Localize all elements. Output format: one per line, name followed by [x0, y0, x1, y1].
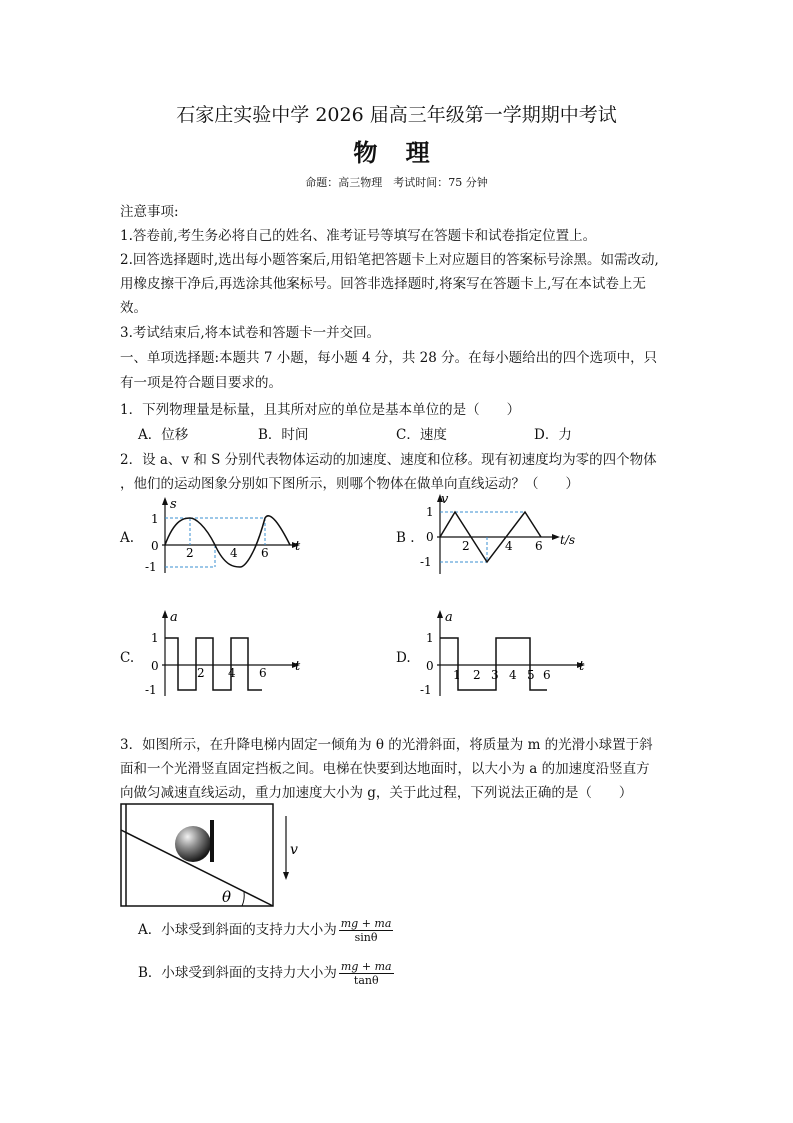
- question-1-option-b: B．时间: [258, 427, 309, 443]
- question-3-stem-line-2: 面和一个光滑竖直固定挡板之间。电梯在快要到达地面时，以大小为 a 的加速度沿竖直方: [120, 761, 650, 777]
- notice-item-2-line-3: 效。: [120, 300, 147, 316]
- option-a-text: A．小球受到斜面的支持力大小为: [138, 922, 337, 938]
- section-1-heading-line-2: 有一项是符合题目要求的。: [120, 375, 282, 391]
- option-a-fraction: [339, 917, 394, 944]
- graph-c-tick: 4: [228, 666, 236, 680]
- question-2-stem-line-2: ，他们的运动图象分别如下图所示，则哪个物体在做单向直线运动？（ ）: [120, 476, 579, 492]
- graph-a-label: A.: [120, 530, 135, 546]
- graph-a-tick: 6: [261, 546, 269, 560]
- graph-b-triangle: [415, 492, 595, 577]
- velocity-label: v: [290, 842, 298, 858]
- question-1-option-c: C．速度: [396, 427, 447, 443]
- graph-d-square-wave: [415, 608, 595, 700]
- option-a-numerator: mg + ma: [340, 917, 392, 930]
- graph-d-tick: 3: [491, 668, 499, 682]
- graph-c-tick: 1: [151, 631, 159, 645]
- elevator-incline-figure: [118, 802, 308, 910]
- graph-c-tick: -1: [145, 683, 157, 697]
- angle-label: θ: [222, 888, 232, 906]
- question-3-stem-line-1: 3．如图所示，在升降电梯内固定一倾角为 θ 的光滑斜面，将质量为 m 的光滑小球置于斜: [120, 737, 653, 753]
- graph-a-tick: 1: [151, 512, 159, 526]
- graph-d-label: D.: [396, 650, 411, 666]
- graph-d-tick: -1: [420, 683, 432, 697]
- question-2-stem-line-1: 2．设 a、v 和 S 分别代表物体运动的加速度、速度和位移。现有初速度均为零的四个物体: [120, 452, 657, 468]
- graph-a-tick: 4: [230, 546, 238, 560]
- question-1-stem: 1．下列物理量是标量，且其所对应的单位是基本单位的是（ ）: [120, 402, 521, 418]
- question-3-option-a: [138, 917, 393, 944]
- option-b-fraction: [339, 960, 394, 987]
- graph-c-x-label: t: [295, 659, 301, 674]
- graph-a-sine: [140, 495, 310, 577]
- graph-c-tick: 0: [151, 659, 159, 673]
- option-b-denominator: tanθ: [353, 974, 379, 987]
- graph-b-tick: 2: [462, 539, 470, 553]
- graph-d-tick: 5: [527, 668, 535, 682]
- graph-c-label: C.: [120, 650, 135, 666]
- graph-b-y-label: v: [441, 492, 449, 507]
- graph-d-tick: 0: [426, 659, 434, 673]
- question-3-stem-line-3: 向做匀减速直线运动，重力加速度大小为 g，关于此过程，下列说法正确的是（ ）: [120, 785, 633, 801]
- graph-b-tick: 0: [426, 530, 434, 544]
- option-b-text: B．小球受到斜面的支持力大小为: [138, 965, 337, 981]
- graph-b-x-label: t/s: [560, 533, 576, 547]
- vertical-board: [210, 820, 214, 862]
- notice-item-3: 3.考试结束后,将本试卷和答题卡一并交回。: [120, 325, 381, 341]
- graph-c-square-wave: [140, 608, 310, 700]
- graph-a-tick: 0: [151, 539, 159, 553]
- graph-b-tick: 4: [505, 539, 513, 553]
- graph-b-tick: -1: [420, 555, 432, 569]
- notice-item-2-line-2: 用橡皮擦干净后,再选涂其他案标号。回答非选择题时,将案写在答题卡上,写在本试卷上无: [120, 276, 646, 292]
- section-1-heading: 一、单项选择题:本题共 7 小题，每小题 4 分，共 28 分。在每小题给出的四个选项中，只: [120, 350, 658, 366]
- graph-d-tick: 1: [426, 631, 434, 645]
- graph-a-tick: -1: [145, 560, 157, 574]
- question-1-option-a: A．位移: [138, 427, 189, 443]
- graph-b-tick: 1: [426, 505, 434, 519]
- option-b-numerator: mg + ma: [340, 960, 392, 973]
- notice-heading: 注意事项:: [120, 204, 179, 220]
- graph-a-tick: 2: [186, 546, 194, 560]
- graph-d-tick: 1: [453, 668, 461, 682]
- velocity-arrow-icon: [283, 872, 289, 880]
- graph-b-tick: 6: [535, 539, 543, 553]
- graph-d-y-label: a: [445, 610, 453, 625]
- graph-a-y-label: s: [170, 497, 177, 512]
- ball-icon: [175, 826, 211, 862]
- graph-d-tick: 4: [509, 668, 517, 682]
- graph-d-tick: 2: [473, 668, 481, 682]
- subject-title: 物 理: [353, 138, 440, 167]
- graph-c-tick: 2: [197, 666, 205, 680]
- question-1-option-d: D．力: [534, 427, 572, 443]
- exam-meta: 命题：高三物理 考试时间：75 分钟: [305, 176, 488, 189]
- graph-d-tick: 6: [543, 668, 551, 682]
- graph-a-x-label: t: [295, 539, 301, 554]
- exam-title: 石家庄实验中学 2026 届高三年级第一学期期中考试: [176, 104, 617, 126]
- graph-d-x-label: t: [579, 659, 585, 674]
- notice-item-1: 1.答卷前,考生务必将自己的姓名、准考证号等填写在答题卡和试卷指定位置上。: [120, 228, 597, 244]
- graph-c-tick: 6: [259, 666, 267, 680]
- graph-c-y-label: a: [170, 610, 178, 625]
- option-a-denominator: sinθ: [354, 931, 378, 944]
- question-3-option-b: [138, 960, 394, 987]
- graph-b-label: B .: [396, 530, 415, 546]
- notice-item-2-line-1: 2.回答选择题时,选出每小题答案后,用铅笔把答题卡上对应题目的答案标号涂黑。如需改动,: [120, 252, 659, 268]
